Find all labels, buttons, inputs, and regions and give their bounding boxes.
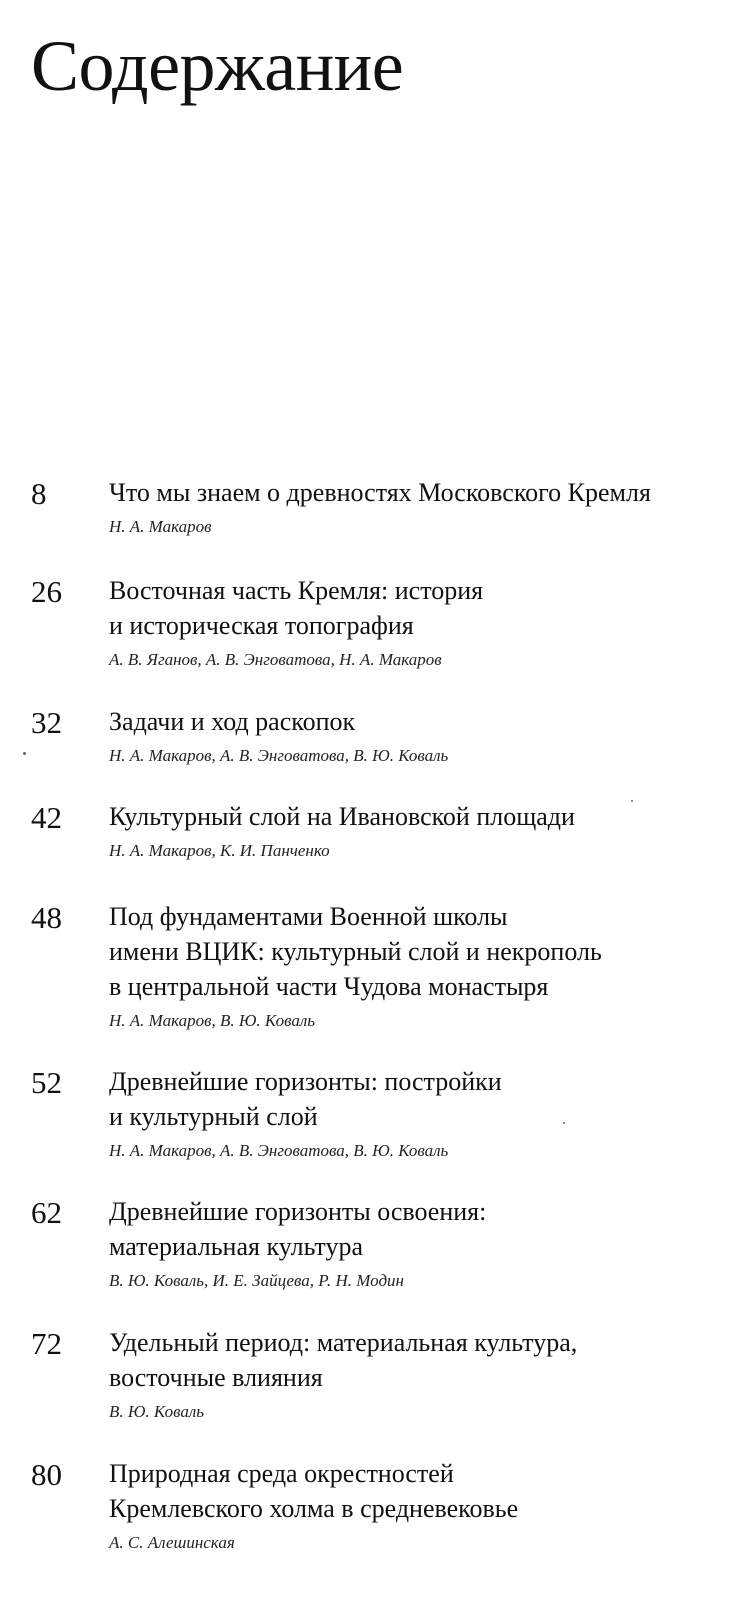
entry-title-line: Древнейшие горизонты: постройки [109, 1067, 502, 1096]
page-number: 32 [31, 705, 62, 740]
entry-authors: А. С. Алешинская [109, 1533, 235, 1552]
entry-authors: Н. А. Макаров [109, 517, 212, 536]
page-number: 62 [31, 1195, 62, 1230]
entry-title-line: Кремлевского холма в средневековье [109, 1494, 519, 1523]
entry-title-line: Восточная часть Кремля: история [109, 576, 484, 605]
page-number: 52 [31, 1065, 62, 1100]
page-number: 80 [31, 1457, 62, 1492]
entry-authors: В. Ю. Коваль [109, 1402, 204, 1421]
entry-title-line: Древнейшие горизонты освоения: [109, 1197, 487, 1226]
entry-authors: Н. А. Макаров, К. И. Панченко [109, 841, 330, 860]
entry-authors: Н. А. Макаров, А. В. Энговатова, В. Ю. Коваль [109, 1141, 449, 1160]
entry-authors: Н. А. Макаров, А. В. Энговатова, В. Ю. Коваль [109, 746, 449, 765]
entry-title-line: материальная культура [109, 1232, 363, 1261]
entry-title-line: Культурный слой на Ивановской площади [109, 802, 575, 831]
entry-title-line: восточные влияния [109, 1363, 323, 1392]
entry-title-line: и культурный слой [109, 1102, 318, 1131]
page-title: Содержание [31, 26, 404, 106]
page-number: 26 [31, 574, 62, 609]
entry-title-line: Что мы знаем о древностях Московского Кремля [109, 478, 651, 507]
scan-speck [23, 752, 26, 755]
page-number: 72 [31, 1326, 62, 1361]
scan-speck [563, 1122, 565, 1124]
entry-authors: В. Ю. Коваль, И. Е. Зайцева, Р. Н. Модин [109, 1271, 404, 1290]
entry-authors: А. В. Яганов, А. В. Энговатова, Н. А. Макаров [109, 650, 442, 669]
entry-title-line: и историческая топография [109, 611, 414, 640]
entry-authors: Н. А. Макаров, В. Ю. Коваль [109, 1011, 315, 1030]
entry-title-line: Удельный период: материальная культура, [109, 1328, 578, 1357]
entry-title-line: Под фундаментами Военной школы [109, 902, 508, 931]
entry-title-line: Задачи и ход раскопок [109, 707, 356, 736]
scan-speck [631, 800, 633, 802]
entry-title-line: Природная среда окрестностей [109, 1459, 454, 1488]
entry-title-line: в центральной части Чудова монастыря [109, 972, 549, 1001]
page-number: 8 [31, 476, 47, 511]
page-number: 42 [31, 800, 62, 835]
entry-title-line: имени ВЦИК: культурный слой и некрополь [109, 937, 602, 966]
page-number: 48 [31, 900, 62, 935]
